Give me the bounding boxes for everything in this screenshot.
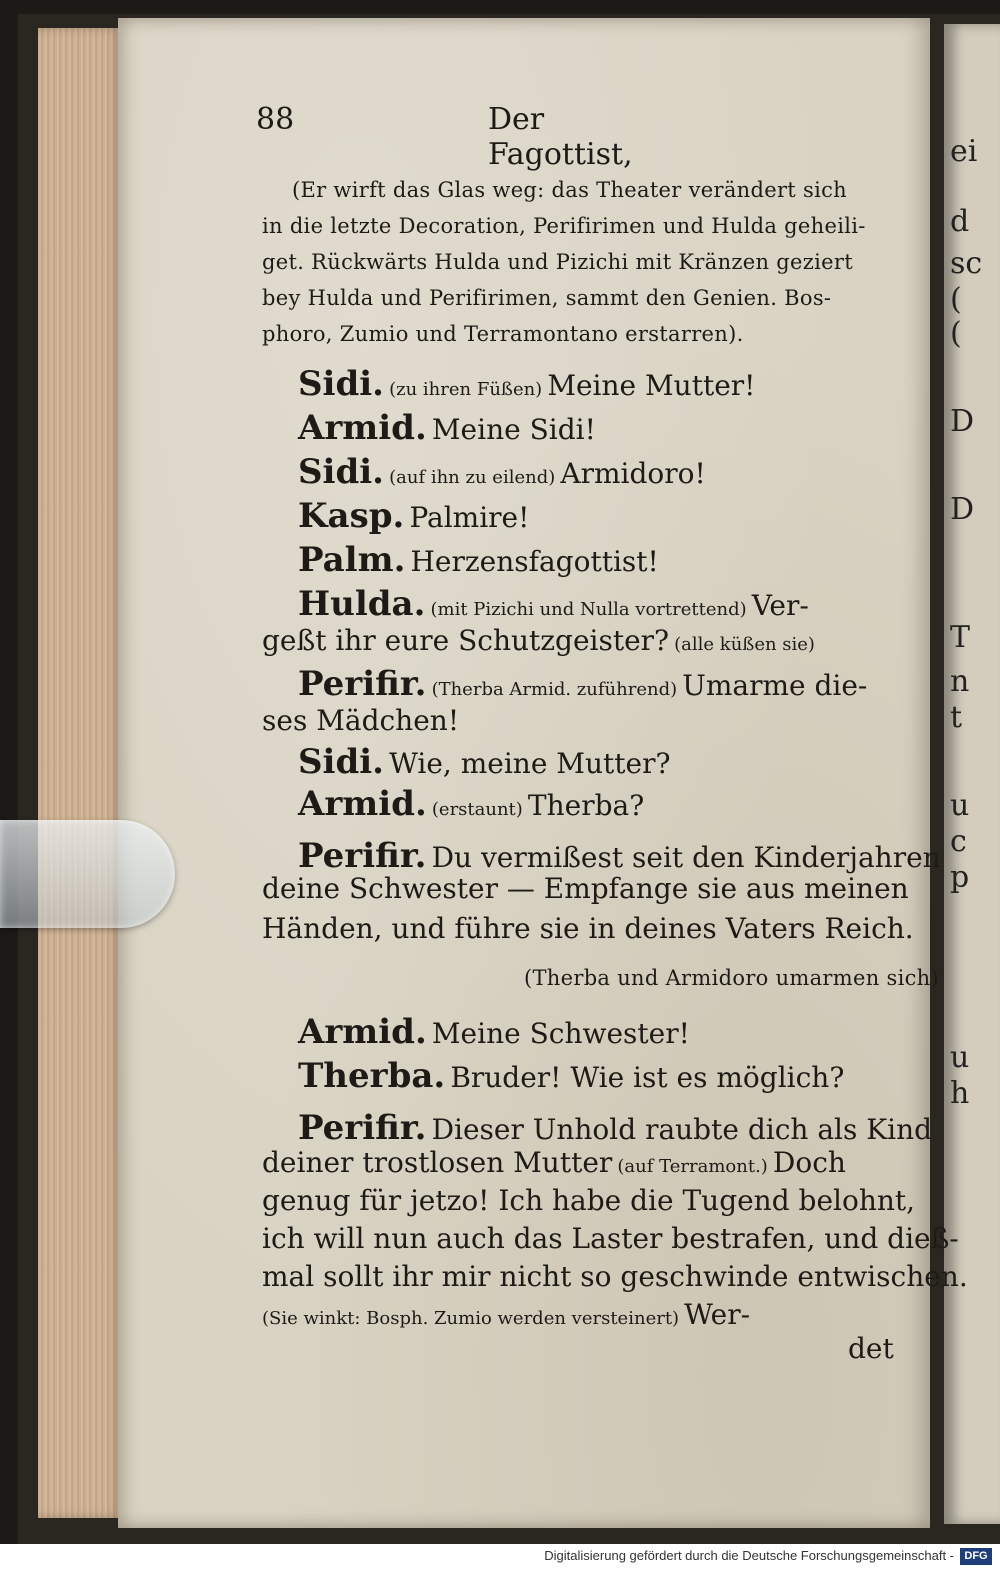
facing-page-edge bbox=[944, 24, 1000, 1524]
page-number: 88 bbox=[256, 102, 295, 137]
spoken-text: Wer- bbox=[684, 1298, 751, 1331]
spoken-text: Meine Mutter! bbox=[547, 369, 756, 402]
spoken-text: Palmire! bbox=[409, 501, 530, 534]
dialogue-line bbox=[298, 540, 659, 580]
stage-direction-line: phoro, Zumio und Terramontano erstarren). bbox=[262, 322, 744, 346]
facing-fragment: D bbox=[950, 404, 975, 439]
facing-fragment: h bbox=[950, 1076, 970, 1111]
dialogue-line bbox=[298, 408, 596, 448]
page-edges bbox=[38, 28, 122, 1518]
spoken-text: Wie, meine Mutter? bbox=[389, 747, 671, 780]
dialogue-line bbox=[262, 1146, 846, 1179]
stage-direction-line: in die letzte Decoration, Perifirimen und Hulda geheili- bbox=[262, 214, 866, 238]
stage-aside: (mit Pizichi und Nulla vortrettend) bbox=[430, 599, 747, 620]
dialogue-line bbox=[262, 704, 459, 737]
spoken-text: Bruder! Wie ist es möglich? bbox=[450, 1061, 845, 1094]
spoken-text: Doch bbox=[772, 1146, 846, 1179]
spoken-text: Ver- bbox=[751, 589, 809, 622]
page-clip bbox=[0, 820, 175, 928]
page-header bbox=[256, 102, 696, 172]
facing-fragment: t bbox=[950, 700, 963, 735]
facing-fragment: n bbox=[950, 664, 970, 699]
dialogue-line bbox=[298, 784, 644, 824]
dialogue-line bbox=[262, 1298, 750, 1331]
dialogue-line bbox=[262, 624, 815, 657]
dialogue-line bbox=[298, 1108, 932, 1148]
facing-fragment: d bbox=[950, 204, 970, 239]
stage-aside: (auf Terramont.) bbox=[617, 1156, 768, 1177]
spoken-text: Meine Schwester! bbox=[431, 1017, 690, 1050]
footer-bar bbox=[0, 1544, 1000, 1570]
running-title: Der Fagottist, bbox=[488, 102, 633, 172]
facing-fragment: sc bbox=[950, 246, 983, 281]
spoken-text: deine Schwester — Empfange sie aus meinen bbox=[262, 872, 909, 905]
stage-aside: (zu ihren Füßen) bbox=[389, 379, 543, 400]
spoken-text: Du vermißest seit den Kinderjahren bbox=[431, 841, 941, 874]
stage-aside: (Therba Armid. zuführend) bbox=[431, 679, 678, 700]
speaker-name: Perifir. bbox=[298, 836, 427, 876]
facing-fragment: u bbox=[950, 1040, 970, 1075]
dialogue-line bbox=[298, 364, 755, 404]
spoken-text: Herzensfagottist! bbox=[410, 545, 659, 578]
spoken-text: deiner trostlosen Mutter bbox=[262, 1146, 613, 1179]
facing-fragment: T bbox=[950, 620, 971, 655]
spoken-text: Umarme die- bbox=[682, 669, 868, 702]
speaker-name: Sidi. bbox=[298, 364, 384, 404]
dialogue-line bbox=[298, 1056, 844, 1096]
stage-aside: (auf ihn zu eilend) bbox=[389, 467, 556, 488]
speaker-name: Armid. bbox=[298, 784, 427, 824]
speaker-name: Sidi. bbox=[298, 452, 384, 492]
speaker-name: Armid. bbox=[298, 1012, 427, 1052]
stage-aside: (Sie winkt: Bosph. Zumio werden versteinert) bbox=[262, 1308, 680, 1329]
stage-direction-line: bey Hulda und Perifirimen, sammt den Genien. Bos- bbox=[262, 286, 832, 310]
stage-direction-line: (Er wirft das Glas weg: das Theater verändert sich bbox=[292, 178, 847, 202]
spoken-text: ses Mädchen! bbox=[262, 704, 460, 737]
facing-fragment: u bbox=[950, 788, 970, 823]
spoken-text: Dieser Unhold raubte dich als Kind bbox=[431, 1113, 933, 1146]
spoken-text: mal sollt ihr mir nicht so geschwinde entwischen. bbox=[262, 1260, 968, 1293]
facing-fragment: ( bbox=[950, 282, 962, 317]
facing-fragment: c bbox=[950, 824, 967, 859]
dialogue-line bbox=[298, 452, 706, 492]
spoken-text: geßt ihr eure Schutzgeister? bbox=[262, 624, 670, 657]
speaker-name: Hulda. bbox=[298, 584, 426, 624]
spoken-text: Händen, und führe sie in deines Vaters Reich. bbox=[262, 912, 914, 945]
facing-fragment: ei bbox=[950, 134, 978, 169]
dialogue-line bbox=[298, 836, 941, 876]
dfg-logo: DFG bbox=[960, 1548, 992, 1565]
speaker-name: Kasp. bbox=[298, 496, 405, 536]
spoken-text: ich will nun auch das Laster bestrafen, und dieß- bbox=[262, 1222, 959, 1255]
speaker-name: Palm. bbox=[298, 540, 406, 580]
stage-direction-line: get. Rückwärts Hulda und Pizichi mit Kränzen geziert bbox=[262, 250, 853, 274]
facing-fragment: ( bbox=[950, 316, 962, 351]
facing-fragment: D bbox=[950, 492, 975, 527]
funding-credit: Digitalisierung gefördert durch die Deutsche Forschungsgemeinschaft - bbox=[544, 1548, 954, 1563]
dialogue-line bbox=[298, 1012, 690, 1052]
dialogue-line bbox=[298, 496, 529, 536]
catchword: det bbox=[848, 1332, 894, 1365]
stage-aside: (alle küßen sie) bbox=[674, 634, 815, 655]
dialogue-line bbox=[298, 742, 670, 782]
facing-fragment: p bbox=[950, 860, 970, 895]
dialogue-line bbox=[298, 584, 809, 624]
spoken-text: Meine Sidi! bbox=[431, 413, 596, 446]
speaker-name: Perifir. bbox=[298, 1108, 427, 1148]
spoken-text: Therba? bbox=[527, 789, 645, 822]
spoken-text: genug für jetzo! Ich habe die Tugend belohnt, bbox=[262, 1184, 916, 1217]
dialogue-line bbox=[298, 664, 867, 704]
stage-aside: (erstaunt) bbox=[431, 799, 523, 820]
stage-direction: (Therba und Armidoro umarmen sich) bbox=[524, 966, 939, 990]
spoken-text: Armidoro! bbox=[560, 457, 706, 490]
speaker-name: Sidi. bbox=[298, 742, 384, 782]
speaker-name: Armid. bbox=[298, 408, 427, 448]
speaker-name: Therba. bbox=[298, 1056, 446, 1096]
speaker-name: Perifir. bbox=[298, 664, 427, 704]
